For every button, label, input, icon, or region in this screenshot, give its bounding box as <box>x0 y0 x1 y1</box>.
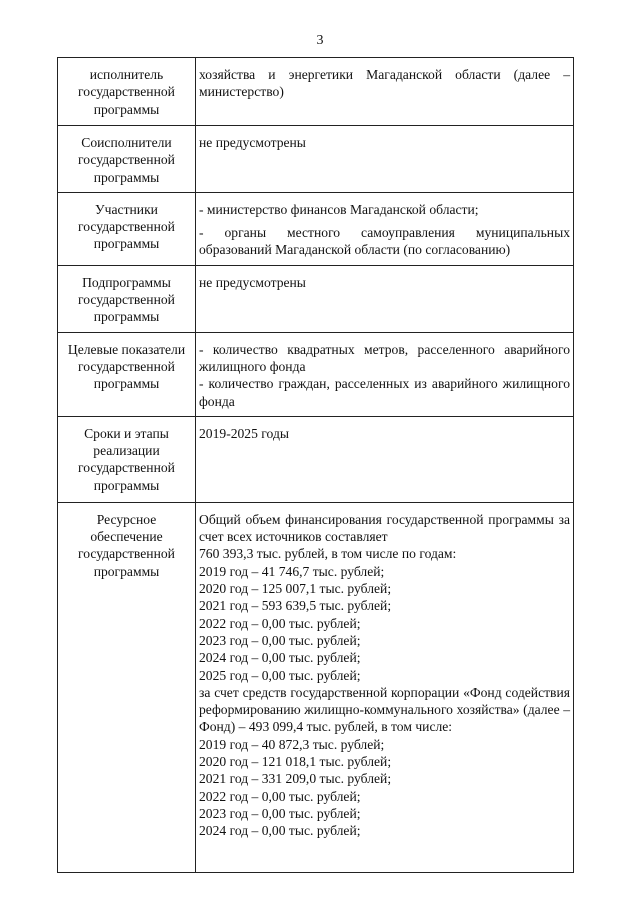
label-line: программы <box>93 376 160 392</box>
label-line: реализации <box>93 443 160 459</box>
table-row <box>58 416 574 502</box>
row-label <box>58 126 196 193</box>
label-line: государственной <box>78 460 175 476</box>
list-item: 2023 год – 0,00 тыс. рублей; <box>199 805 361 821</box>
row-label <box>58 265 196 332</box>
row-value <box>196 58 574 126</box>
list-item: 2025 год – 0,00 тыс. рублей; <box>199 667 361 683</box>
fund-intro: за счет средств государственной корпорации «Фонд содействия реформированию жилищно-коммунального хозяйства» (далее – Фонд) – 493 099,4 тыс. рублей, в том числе: <box>199 684 570 735</box>
table-row <box>58 58 574 126</box>
label-line: программы <box>93 563 160 579</box>
list-item: 2024 год – 0,00 тыс. рублей; <box>199 650 361 666</box>
label-line: Участники <box>95 201 158 217</box>
list-item: 2021 год – 593 639,5 тыс. рублей; <box>199 598 392 614</box>
label-line: программы <box>93 169 160 185</box>
label-line: программы <box>93 236 160 252</box>
label-line: Соисполнители <box>81 135 172 150</box>
list-item: - количество граждан, расселенных из аварийного жилищного фонда <box>199 376 570 409</box>
list-item: 2020 год – 121 018,1 тыс. рублей; <box>199 754 392 770</box>
label-line: программы <box>93 101 160 117</box>
label-line: государственной <box>78 152 175 168</box>
table-row <box>58 192 574 265</box>
row-value <box>196 332 574 416</box>
label-line: государственной <box>78 358 175 374</box>
list-item: - количество квадратных метров, расселенного аварийного жилищного фонда <box>199 341 570 374</box>
list-item: 2023 год – 0,00 тыс. рублей; <box>199 632 361 648</box>
list-item: 2019 год – 40 872,3 тыс. рублей; <box>199 736 385 752</box>
list-item: - органы местного самоуправления муниципальных образований Магаданской области (по согласованию) <box>199 225 570 258</box>
list-item: 2019 год – 41 746,7 тыс. рублей; <box>199 563 385 579</box>
list-item: 2020 год – 125 007,1 тыс. рублей; <box>199 581 392 597</box>
table-row <box>58 502 574 872</box>
list-item: 2022 год – 0,00 тыс. рублей; <box>199 788 361 804</box>
list-item: 2021 год – 331 209,0 тыс. рублей; <box>199 771 392 787</box>
label-line: Сроки и этапы <box>84 425 169 441</box>
label-line: программы <box>93 309 160 325</box>
value-text: 2019-2025 годы <box>199 425 289 441</box>
label-line: программы <box>93 477 160 493</box>
row-label <box>58 192 196 265</box>
funding-intro: Общий объем финансирования государственной программы за счет всех источников составляет <box>199 511 570 545</box>
label-line: исполнитель <box>89 67 164 82</box>
funding-total: 760 393,3 тыс. рублей, в том числе по годам: <box>199 546 457 562</box>
value-text: не предусмотрены <box>199 274 306 290</box>
row-value <box>196 265 574 332</box>
label-line: Подпрограммы <box>82 274 171 290</box>
label-line: государственной <box>78 219 175 235</box>
row-value <box>196 416 574 502</box>
row-label <box>58 416 196 502</box>
list-item: - министерство финансов Магаданской области; <box>199 201 479 217</box>
program-passport-table <box>57 57 574 873</box>
row-label <box>58 332 196 416</box>
table-row <box>58 332 574 416</box>
row-value <box>196 192 574 265</box>
row-label <box>58 58 196 126</box>
label-line: государственной <box>78 546 175 562</box>
row-value <box>196 502 574 872</box>
value-text: хозяйства и энергетики Магаданской области (далее – министерство) <box>199 67 570 100</box>
label-line: Ресурсное <box>96 511 157 527</box>
list-item: 2024 год – 0,00 тыс. рублей; <box>199 823 361 839</box>
row-label <box>58 502 196 872</box>
label-line: государственной <box>78 292 175 308</box>
label-line: Целевые показатели <box>67 341 186 357</box>
label-line: государственной <box>78 84 175 100</box>
list-item: 2022 год – 0,00 тыс. рублей; <box>199 615 361 631</box>
table-row <box>58 126 574 193</box>
row-value <box>196 126 574 193</box>
table-row <box>58 265 574 332</box>
label-line: обеспечение <box>90 529 163 545</box>
value-text: не предусмотрены <box>199 135 306 150</box>
page-number: 3 <box>316 33 324 48</box>
